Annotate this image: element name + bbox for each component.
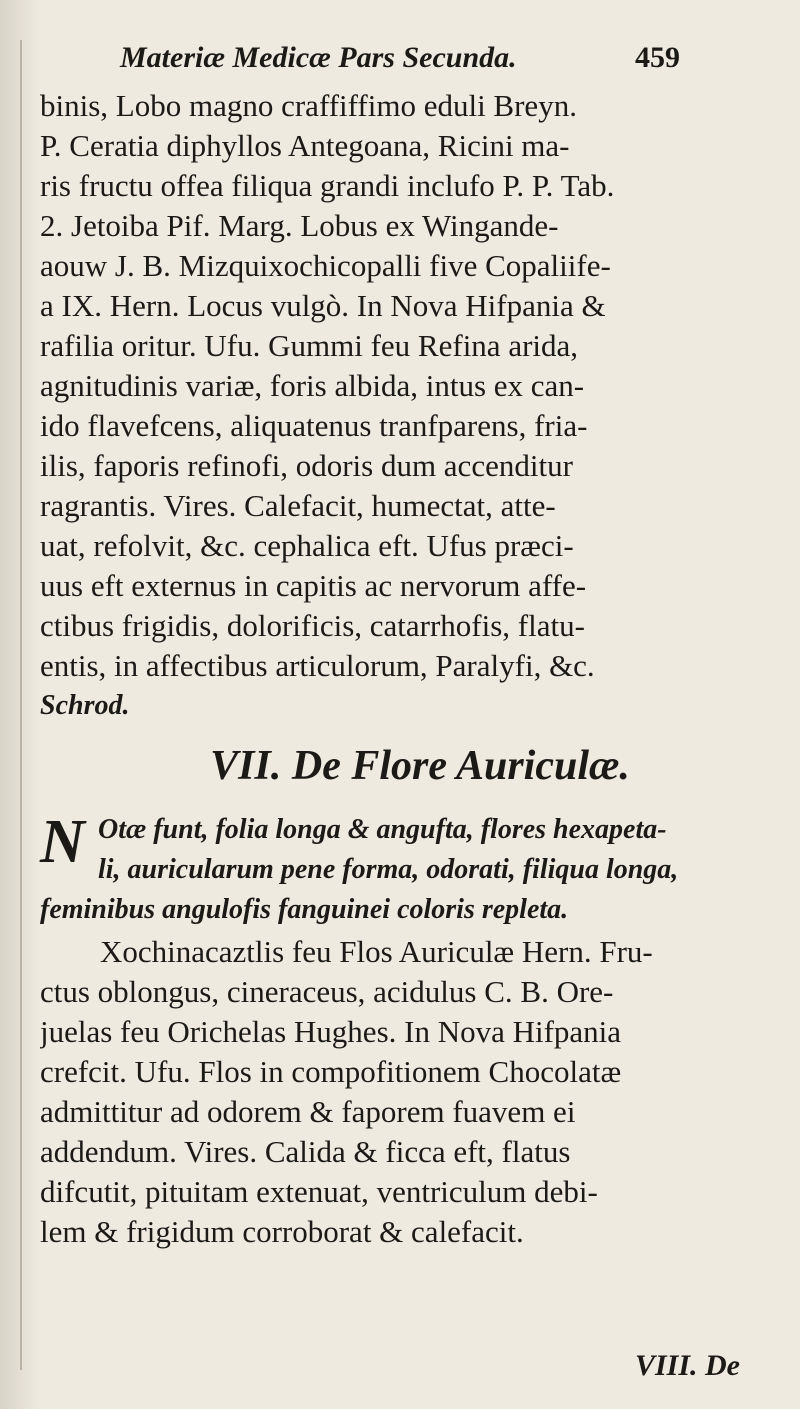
drop-cap: N — [40, 808, 85, 876]
notae-line: Otæ funt, folia longa & angufta, flores hexapeta- — [98, 814, 667, 845]
page-number: 459 — [635, 41, 680, 74]
text-line: ctus oblongus, cineraceus, acidulus C. B. Ore- — [40, 974, 614, 1009]
paragraph-1 — [40, 86, 792, 726]
notae-paragraph-end — [40, 890, 792, 930]
section-heading: VII. De Flore Auriculæ. — [210, 743, 630, 789]
text-line: ido flavefcens, aliquatenus tranfparens, fria- — [40, 408, 588, 443]
text-line: ris fructu offea filiqua grandi inclufo P. P. Tab. — [40, 168, 615, 203]
text-line: aouw J. B. Mizquixochicopalli five Copaliife- — [40, 248, 611, 283]
text-line: binis, Lobo magno craffiffimo eduli Breyn. — [40, 88, 577, 123]
text-line: rafilia oritur. Ufu. Gummi feu Refina arida, — [40, 328, 579, 363]
text-line: difcutit, pituitam extenuat, ventriculum debi- — [40, 1174, 598, 1209]
text-line: a IX. Hern. Locus vulgò. In Nova Hifpania & — [40, 288, 606, 323]
catchword: VIII. De — [634, 1349, 740, 1382]
notae-paragraph — [98, 810, 800, 890]
text-line: ctibus frigidis, dolorificis, catarrhofis, flatu- — [40, 608, 585, 643]
author-abbrev: Schrod. — [40, 690, 130, 721]
text-line: 2. Jetoiba Pif. Marg. Lobus ex Wingande- — [40, 208, 559, 243]
running-head-title: Materiæ Medicæ Pars Secunda. — [120, 41, 517, 74]
text-line: P. Ceratia diphyllos Antegoana, Ricini ma- — [40, 128, 570, 163]
text-line: crefcit. Ufu. Flos in compofitionem Chocolatæ — [40, 1054, 622, 1089]
text-line: uus eft externus in capitis ac nervorum affe- — [40, 568, 587, 603]
paragraph-2 — [40, 932, 792, 1252]
text-line: addendum. Vires. Calida & ficca eft, flatus — [40, 1134, 571, 1169]
text-line: admittitur ad odorem & faporem fuavem ei — [40, 1094, 576, 1129]
text-line: ragrantis. Vires. Calefacit, humectat, atte- — [40, 488, 556, 523]
text-line: lem & frigidum corroborat & calefacit. — [40, 1214, 524, 1249]
text-line: ilis, faporis refinofi, odoris dum accenditur — [40, 448, 573, 483]
text-line: agnitudinis variæ, foris albida, intus ex can- — [40, 368, 585, 403]
notae-line: feminibus angulofis fanguinei coloris repleta. — [40, 894, 569, 925]
text-line: entis, in affectibus articulorum, Paralyfi, &c. — [40, 648, 595, 683]
notae-line: li, auricularum pene forma, odorati, filiqua longa, — [98, 854, 679, 885]
running-head — [120, 38, 680, 78]
gutter-shadow — [20, 40, 22, 1370]
text-line: juelas feu Orichelas Hughes. In Nova Hifpania — [40, 1014, 622, 1049]
text-line: uat, refolvit, &c. cephalica eft. Ufus præci- — [40, 528, 574, 563]
text-line: Xochinacaztlis feu Flos Auriculæ Hern. Fru- — [100, 934, 653, 969]
